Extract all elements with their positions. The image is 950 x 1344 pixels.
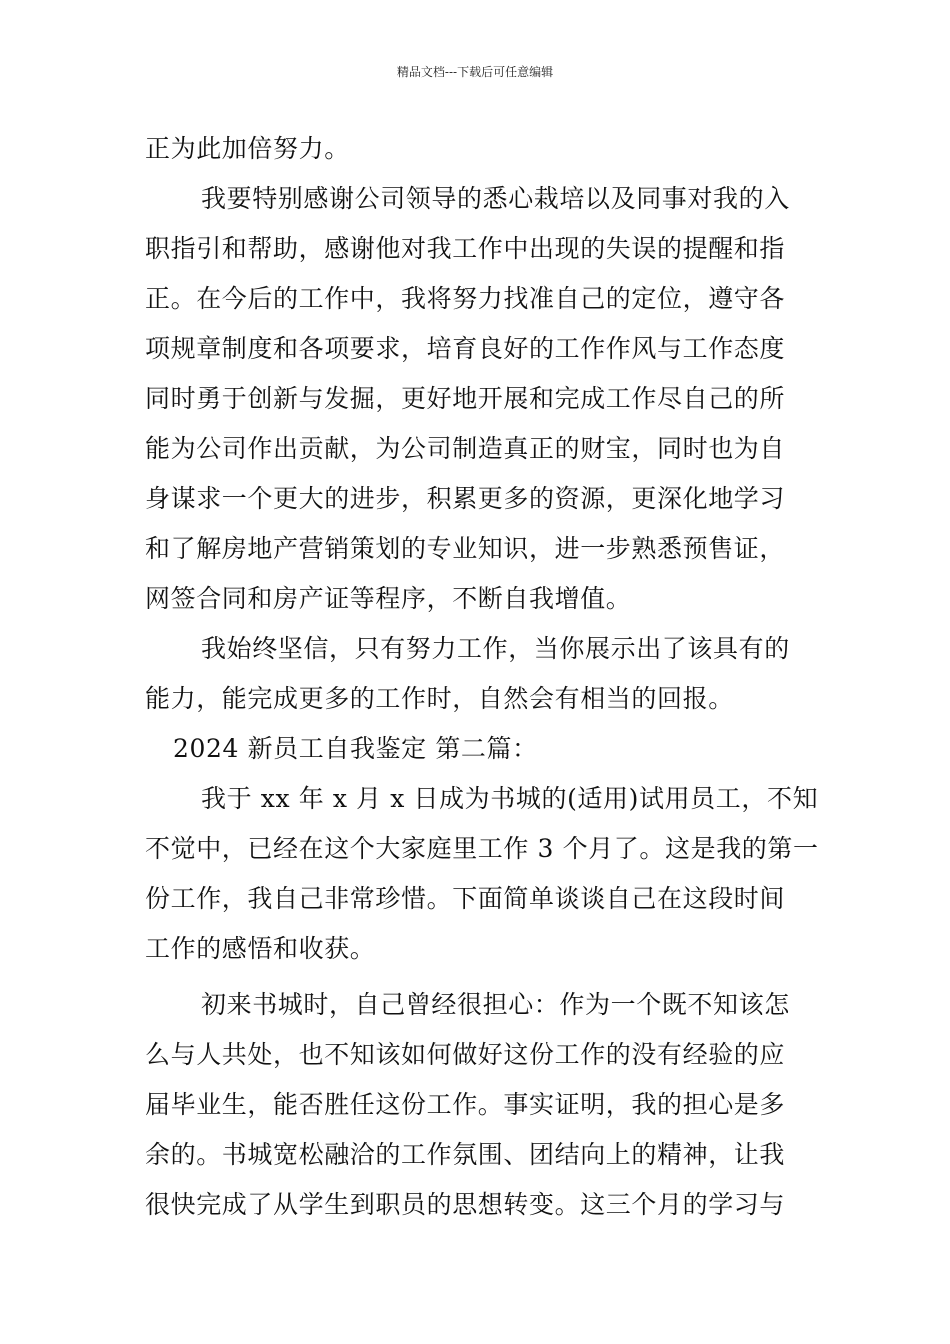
paragraph-line: 能为公司作出贡献，为公司制造真正的财宝，同时也为自 [145,434,786,463]
paragraph-first-line: 我始终坚信，只有努力工作，当你展示出了该具有的 [201,634,790,663]
paragraph-line: 届毕业生，能否胜任这份工作。事实证明，我的担心是多 [145,1090,786,1119]
paragraph-line: 不觉中，已经在这个大家庭里工作 3 个月了。这是我的第一 [145,834,819,863]
paragraph-line: 份工作，我自己非常珍惜。下面简单谈谈自己在这段时间 [145,884,786,913]
paragraph-line: 同时勇于创新与发掘，更好地开展和完成工作尽自己的所 [145,384,786,413]
section-heading: 2024 新员工自我鉴定 第二篇： [173,734,538,763]
paragraph-line: 很快完成了从学生到职员的思想转变。这三个月的学习与 [145,1190,786,1219]
paragraph-line: 网签合同和房产证等程序，不断自我增值。 [145,584,632,613]
paragraph-line: 余的。书城宽松融洽的工作氛围、团结向上的精神，让我 [145,1140,786,1169]
paragraph-line: 职指引和帮助，感谢他对我工作中出现的失误的提醒和指 [145,234,786,263]
paragraph-line: 正为此加倍努力。 [145,134,350,163]
paragraph-line: 身谋求一个更大的进步，积累更多的资源，更深化地学习 [145,484,786,513]
paragraph-line: 能力，能完成更多的工作时，自然会有相当的回报。 [145,684,734,713]
paragraph-line: 工作的感悟和收获。 [145,934,376,963]
paragraph-line: 项规章制度和各项要求，培育良好的工作作风与工作态度 [145,334,786,363]
paragraph-first-line: 我于 xx 年 x 月 x 日成为书城的(适用)试用员工，不知 [201,784,819,813]
paragraph-first-line: 我要特别感谢公司领导的悉心栽培以及同事对我的入 [201,184,790,213]
paragraph-first-line: 初来书城时，自己曾经很担心：作为一个既不知该怎 [201,990,790,1019]
document-body [145,124,819,1230]
page-header: 精品文档---下载后可任意编辑 [396,65,554,79]
paragraph-line: 正。在今后的工作中，我将努力找准自己的定位，遵守各 [145,284,786,313]
paragraph-line: 么与人共处，也不知该如何做好这份工作的没有经验的应 [145,1040,786,1069]
paragraph-line: 和了解房地产营销策划的专业知识，进一步熟悉预售证， [145,534,786,563]
